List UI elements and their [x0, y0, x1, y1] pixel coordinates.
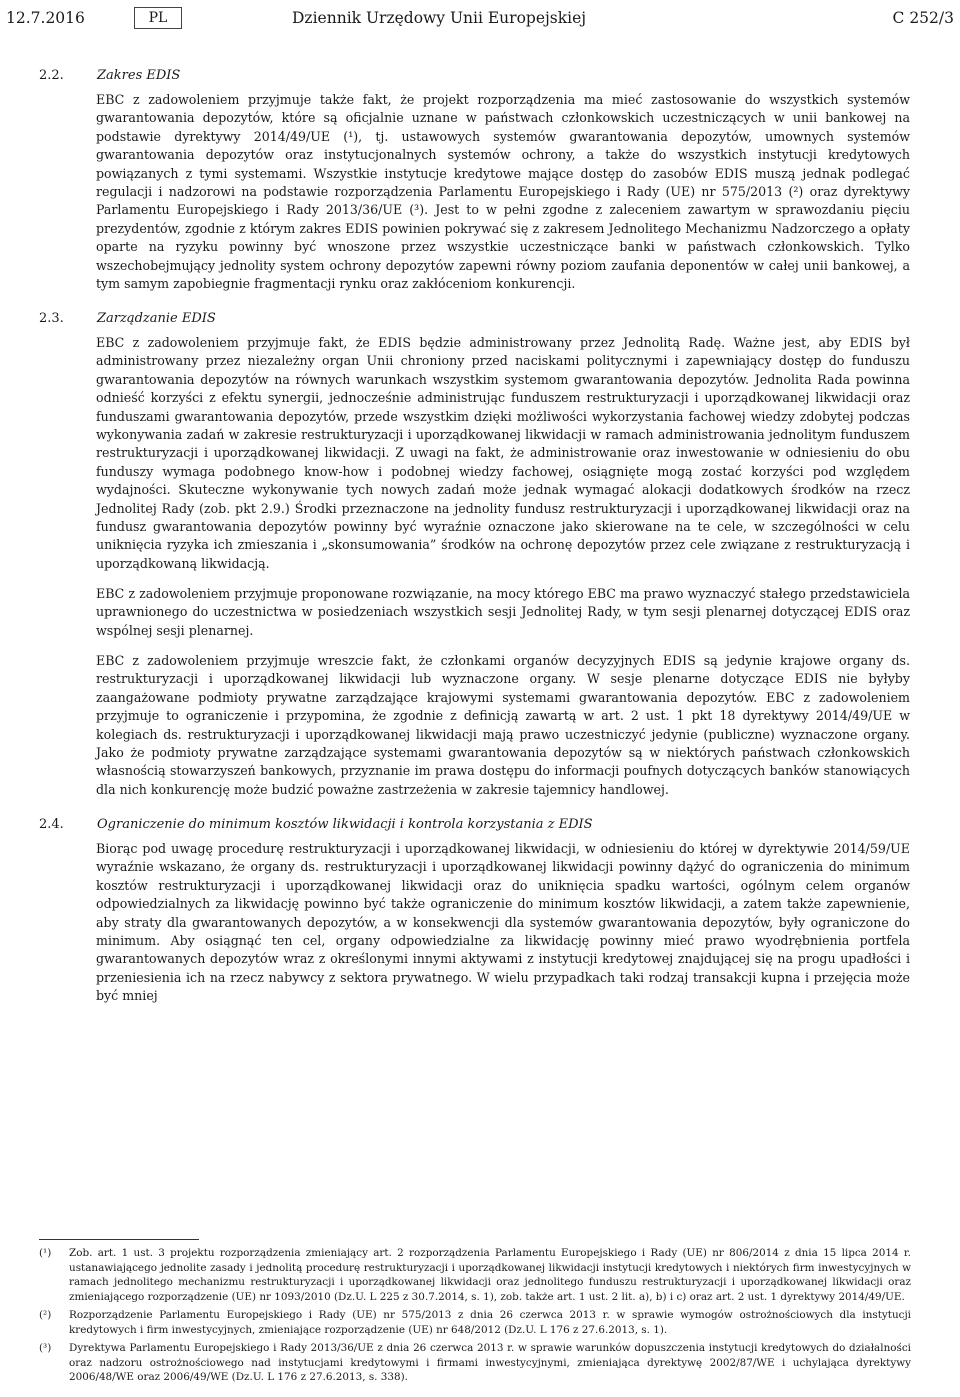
footnote: [39, 1308, 911, 1337]
footnote-text: Dyrektywa Parlamentu Europejskiego i Rady 2013/36/UE z dnia 26 czerwca 2013 r. w sprawie warunków dopuszczenia instytucji kredytowych do działalności oraz nadzoru ostrożnościowego nad instytucjami kredytowymi i firmami inwestycyjnymi, zmieniająca dyrektywę 2002/87/WE i uchylająca dyrektywy 2006/48/WE oraz 2006/49/WE (Dz.U. L 176 z 27.6.2013, s. 338).: [69, 1342, 911, 1384]
publication-date: 12.7.2016: [6, 9, 85, 27]
footnote-mark: (³): [39, 1342, 52, 1354]
section-title: Zakres EDIS: [97, 68, 181, 83]
paragraph: Biorąc pod uwagę procedurę restrukturyzacji i uporządkowanej likwidacji, w odniesieniu do której w dyrektywie 2014/59/UE wyraźnie wskazano, że organy ds. restrukturyzacji i uporządkowanej likwidacji powinny dążyć do ograniczenia do minimum kosztów restrukturyzacji i uporządkowanej likwidacji oraz do uniknięcia spadku wartości, ogólnym celem organów odpowiedzialnych za likwidację powinno być także ograniczenie do minimum kosztów likwidacji, a zatem także zapewnienie, aby straty dla gwarantowanych depozytów, a w konsekwencji dla systemów gwarantowania depozytów, były ograniczone do minimum. Aby osiągnąć ten cel, organy odpowiedzialne za likwidację powinny mieć prawo wyodrębnienia portfela gwarantowanych depozytów wraz z określonymi innymi aktywami z instytucji kredytowej znajdującej się na progu upadłości i przeniesienia ich na rzecz nabywcy z sektora prywatnego. W wielu przypadkach taki rodzaj transakcji kupna i przejęcia może być mniej: [96, 841, 910, 1004]
section-heading-2-2: [39, 68, 939, 83]
section-title: Zarządzanie EDIS: [97, 311, 216, 326]
footnote-text: Rozporządzenie Parlamentu Europejskiego i Rady (UE) nr 575/2013 z dnia 26 czerwca 2013 r. w sprawie wymogów ostrożnościowych dla instytucji kredytowych i firm inwestycyjnych, zmieniające rozporządzenie (UE) nr 648/2012 (Dz.U. L 176 z 27.6.2013, s. 1).: [69, 1309, 911, 1336]
paragraph: EBC z zadowoleniem przyjmuje fakt, że EDIS będzie administrowany przez Jednolitą Radę. Ważne jest, aby EDIS był administrowany przez niezależny organ Unii chroniony przed naciskami politycznymi i zapewniający dostęp do funduszu gwarantowania depozytów na równych warunkach wszystkim systemom gwarantowania depozytów. Jednolita Rada powinna odnieść korzyści z efektu synergii, jednocześnie administrując funduszem restrukturyzacji i uporządkowanej likwidacji oraz funduszami gwarantowania depozytów, przede wszystkim dzięki możliwości wykorzystania fachowej wiedzy zdobytej podczas wykonywania zadań w zakresie restrukturyzacji i uporządkowanej likwidacji w ramach administrowania jednolitym funduszem restrukturyzacji i uporządkowanej likwidacji. Z uwagi na fakt, że administrowanie oraz inwestowanie w odniesieniu do obu funduszy wymaga podobnego know-how i podobnej wiedzy fachowej, osiągnięte mogą zostać korzyści pod względem wydajności. Skuteczne wykonywanie tych nowych zadań może jednak wymagać alokacji dodatkowych środków na rzecz Jednolitej Rady (zob. pkt 2.9.) Środki przeznaczone na jednolity fundusz restrukturyzacji i uporządkowanej likwidacji oraz na fundusz gwarantowania depozytów powinny być wyraźnie oznaczone jako skierowane na te cele, w szczególności w celu uniknięcia ryzyka ich zmieszania i „skonsumowania” środków na ochronę depozytów przez cele związane z restrukturyzacją i uporządkowaną likwidacją.: [96, 335, 910, 571]
footnote-mark: (²): [39, 1309, 52, 1321]
section-title: Ograniczenie do minimum kosztów likwidacji i kontrola korzystania z EDIS: [97, 817, 593, 832]
section-number: 2.3.: [39, 311, 64, 326]
footnote: [39, 1246, 911, 1304]
section-number: 2.4.: [39, 817, 64, 832]
paragraph: EBC z zadowoleniem przyjmuje także fakt, że projekt rozporządzenia ma mieć zastosowanie do wszystkich systemów gwarantowania depozytów, które są oficjalnie uznane w państwach członkowskich uczestniczących w unii bankowej na podstawie dyrektywy 2014/49/UE (¹), tj. ustawowych systemów gwarantowania depozytów, umownych systemów gwarantowania depozytów oraz instytucjonalnych systemów ochrony, a także do wszystkich instytucji kredytowych powiązanych z tymi systemami. Wszystkie instytucje kredytowe mające dostęp do zasobów EDIS muszą jednak podlegać regulacji i nadzorowi na podstawie rozporządzenia Parlamentu Europejskiego i Rady (UE) nr 575/2013 (²) oraz dyrektywy Parlamentu Europejskiego i Rady 2013/36/UE (³). Jest to w pełni zgodne z zaleceniem zawartym w sprawozdaniu pięciu prezydentów, zgodnie z którym zakres EDIS powinien pokrywać się z zakresem Jednolitego Mechanizmu Nadzorczego a opłaty oparte na ryzyku powinny być wnoszone przez wszystkie uczestniczące banki w państwach członkowskich. Tylko wszechobejmujący jednolity system ochrony depozytów zapewni równy poziom zaufania deponentów w całej unii bankowej, a tym samym zapobiegnie fragmentacji rynku oraz zakłóceniom konkurencji.: [96, 92, 910, 292]
footnote: [39, 1341, 911, 1385]
footnote-mark: (¹): [39, 1247, 52, 1259]
paragraph: EBC z zadowoleniem przyjmuje wreszcie fakt, że członkami organów decyzyjnych EDIS są jedynie krajowe organy ds. restrukturyzacji i uporządkowanej likwidacji lub wyznaczone organy. W sesje plenarne dotyczące EDIS nie byłyby zaangażowane podmioty prywatne zarządzające krajowymi systemami gwarantowania depozytów. EBC z zadowoleniem przyjmuje to ograniczenie i przypomina, że zgodnie z definicją zawartą w art. 2 ust. 1 pkt 18 dyrektywy 2014/49/UE w kolegiach ds. restrukturyzacji i uporządkowanej likwidacji mają prawo uczestniczyć jedynie (publiczne) wyznaczone organy. Jako że podmioty prywatne zarządzające systemami gwarantowania depozytów są w niektórych państwach członkowskich własnością stowarzyszeń bankowych, przyznanie im prawa dostępu do informacji poufnych dotyczących banków stanowiących dla nich konkurencję może budzić poważne zastrzeżenia w zakresie tajemnicy handlowej.: [96, 653, 910, 797]
journal-title: Dziennik Urzędowy Unii Europejskiej: [292, 9, 587, 27]
journal-reference: C 252/3: [892, 9, 954, 27]
section-heading-2-4: [39, 817, 939, 832]
footnote-text: Zob. art. 1 ust. 3 projektu rozporządzenia zmieniający art. 2 rozporządzenia Parlamentu Europejskiego i Rady (UE) nr 806/2014 z dnia 15 lipca 2014 r. ustanawiającego jednolite zasady i jednolitą procedurę restrukturyzacji i uporządkowanej likwidacji instytucji kredytowych i niektórych firm inwestycyjnych w ramach jednolitego mechanizmu restrukturyzacji i uporządkowanej likwidacji oraz jednolitego funduszu restrukturyzacji i uporządkowanej likwidacji oraz zmieniającego rozporządzenie (UE) nr 1093/2010 (Dz.U. L 225 z 30.7.2014, s. 1), zob. także art. 1 ust. 2 lit. a), b) i c) oraz art. 2 ust. 1 dyrektywy 2014/49/UE.: [69, 1247, 911, 1303]
footnote-separator: [39, 1239, 199, 1240]
language-badge: PL: [134, 7, 182, 29]
page-header: [0, 4, 960, 32]
section-heading-2-3: [39, 311, 939, 326]
section-number: 2.2.: [39, 68, 64, 83]
paragraph: EBC z zadowoleniem przyjmuje proponowane rozwiązanie, na mocy którego EBC ma prawo wyznaczyć stałego przedstawiciela uprawnionego do uczestnictwa w posiedzeniach wszystkich sesji Jednolitej Rady, w tym sesji plenarnej dotyczącej EDIS oraz wspólnej sesji plenarnej.: [96, 586, 910, 638]
